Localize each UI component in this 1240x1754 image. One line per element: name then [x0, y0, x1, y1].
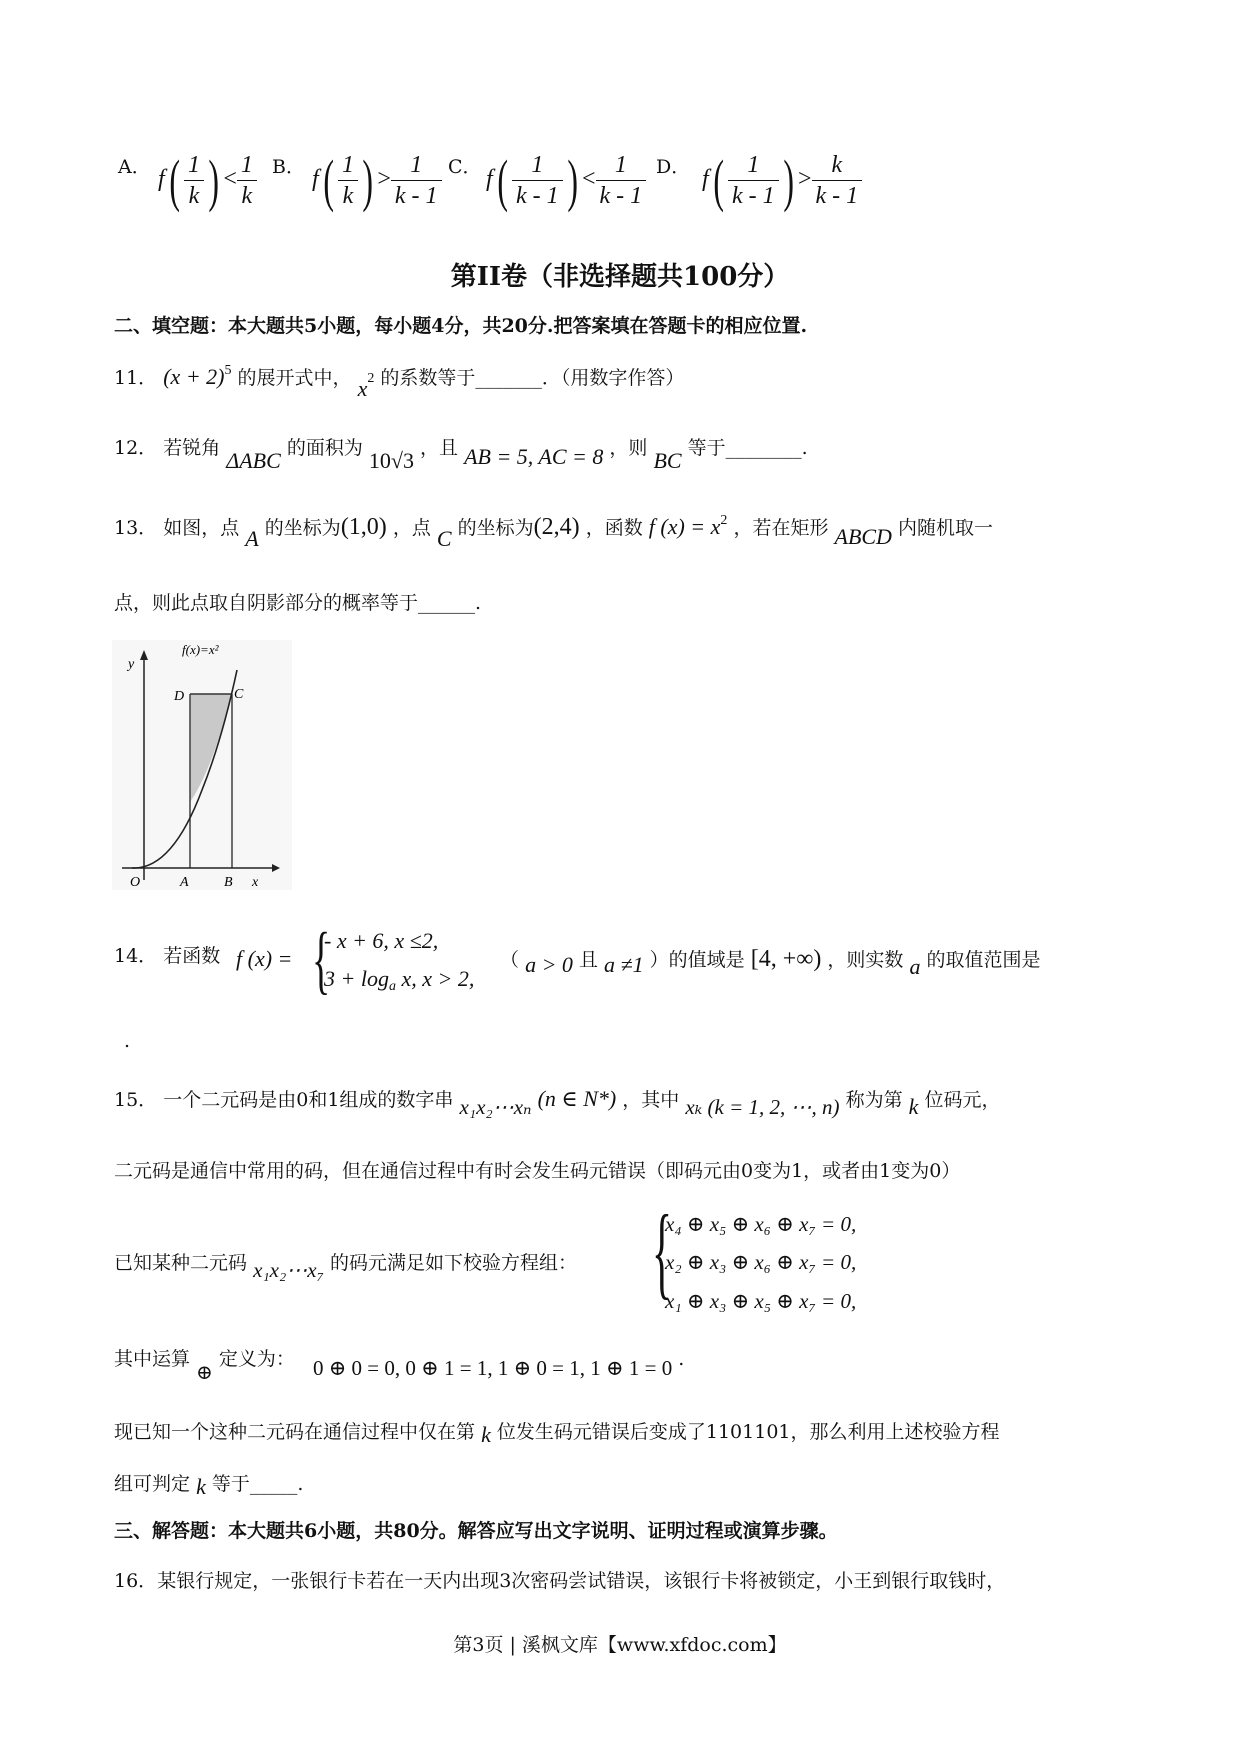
- page-footer: 第3页 | 溪枫文库【www.xfdoc.com】: [453, 1634, 787, 1656]
- text: 内随机取一: [898, 517, 994, 539]
- text: 的坐标为: [457, 517, 534, 539]
- question-number: 15．: [114, 1089, 158, 1111]
- text: 等于________.: [687, 437, 808, 459]
- frac-den: k - 1: [516, 183, 559, 209]
- text: ，函数: [585, 517, 643, 539]
- question-14-start: [114, 945, 220, 968]
- frac-den: k - 1: [732, 183, 775, 209]
- text: 一个二元码是由0和1组成的数字串: [163, 1089, 454, 1111]
- math-expr: 10√3: [368, 448, 414, 473]
- math-expr: 0 ⊕ 0 = 0, 0 ⊕ 1 = 1, 1 ⊕ 0 = 1, 1 ⊕ 1 = 0: [312, 1356, 673, 1380]
- point-c-label: C: [234, 687, 244, 702]
- math-var: A: [245, 526, 259, 551]
- option-b-expr: f( $\frac{1}{k}$ ) > $\frac{1}{k - 1}$: [312, 150, 442, 211]
- frac-num: 1: [184, 150, 204, 181]
- frac-den: k: [188, 183, 200, 209]
- options-row: [118, 147, 1118, 213]
- option-b: [272, 156, 305, 179]
- math-expr: xₖ (k = 1, 2, ⋯, n): [685, 1095, 840, 1119]
- text: 的面积为: [286, 437, 363, 459]
- q14-func: f (x) =: [236, 946, 293, 971]
- math-expr: f (x) = x: [648, 514, 721, 539]
- q15-eq1: x₄ ⊕ x₅ ⊕ x₆ ⊕ x₇ = 0,: [665, 1212, 857, 1236]
- text: ，点: [392, 517, 431, 539]
- math-expr: (n ∈ N*): [537, 1086, 617, 1111]
- frac-den: k - 1: [394, 183, 438, 209]
- point-a-label: A: [180, 875, 189, 890]
- math-var: k: [481, 1422, 491, 1447]
- math-var: C: [436, 526, 452, 551]
- text: 位发生码元错误后变成了1101101，那么利用上述校验方程: [496, 1421, 1000, 1443]
- exponent: 2: [367, 371, 375, 386]
- operator: >: [377, 166, 391, 193]
- question-number: 12．: [114, 437, 158, 459]
- exponent: 5: [224, 363, 232, 378]
- option-c: [448, 156, 482, 179]
- operator: >: [797, 166, 812, 193]
- math-expr: AB = 5, AC = 8: [464, 444, 604, 469]
- text: ）的值域是: [649, 949, 745, 971]
- q14-dot: .: [124, 1030, 131, 1052]
- frac-num: 1: [237, 150, 257, 181]
- text: 已知某种二元码: [114, 1252, 248, 1274]
- question-11: [114, 363, 685, 401]
- x-label: x: [252, 875, 259, 890]
- q15-line3: [114, 1250, 577, 1282]
- math-expr: a ≠1: [604, 952, 644, 977]
- q15-line5: [114, 1418, 1000, 1447]
- q15-line2: 二元码是通信中常用的码，但在通信过程中有时会发生码元错误（即码元由0变为1，或者由1变为0）: [114, 1160, 961, 1182]
- q14-brace: {: [312, 918, 331, 1002]
- func-label: f(x)=x²: [182, 642, 219, 657]
- parabola-figure: [112, 640, 292, 890]
- math-expr: BC: [653, 448, 682, 473]
- option-c-label: C．: [448, 156, 482, 178]
- math-var: k: [196, 1474, 206, 1499]
- q14-case2: [324, 966, 474, 995]
- option-a-label: A．: [118, 156, 151, 178]
- exponent: 2: [720, 513, 728, 528]
- text: 组可判定: [114, 1473, 191, 1495]
- text: 的坐标为: [264, 517, 341, 539]
- option-a-expr: f( $\frac{1}{k}$ ) < $\frac{1}{k}$: [158, 150, 257, 211]
- text: 定义为：: [218, 1348, 295, 1370]
- math-expr: x₁x₂⋯xₙ: [459, 1095, 532, 1119]
- option-c-expr: f( $\frac{1}{k - 1}$ ) < $\frac{1}{k - 1}$: [486, 150, 646, 211]
- q14-case1: - x + 6, x ≤2,: [324, 928, 439, 953]
- math-expr: (2,4): [533, 514, 580, 540]
- text: 的系数等于_______．（用数字作答）: [380, 367, 685, 389]
- frac-num: 1: [338, 150, 358, 181]
- math-op: ⊕: [196, 1362, 213, 1384]
- text: 若函数: [163, 945, 221, 967]
- math-expr: a > 0: [525, 952, 573, 977]
- origin-label: O: [130, 875, 141, 890]
- text: ，其中: [622, 1089, 680, 1111]
- text: 如图，点: [163, 517, 240, 539]
- option-d-expr: f( $\frac{1}{k - 1}$ ) > $\frac{k}{k - 1}$: [702, 150, 862, 211]
- text: 称为第: [845, 1089, 903, 1111]
- section-title: 第II卷（非选择题共100分）: [450, 262, 790, 292]
- frac-num: k: [812, 150, 863, 181]
- math-var: x: [357, 376, 368, 401]
- question-number: 11．: [114, 367, 158, 389]
- math-expr: [4, +∞): [750, 946, 822, 972]
- point-d-label: D: [174, 689, 185, 704]
- math-expr: x₁x₂⋯x₇: [253, 1258, 324, 1282]
- question-12: [114, 434, 808, 473]
- math-expr: (1,0): [340, 514, 387, 540]
- q14-rest: [500, 945, 1041, 979]
- log-base: a: [388, 979, 396, 994]
- solve-header: 三、解答题：本大题共6小题，共80分。解答应写出文字说明、证明过程或演算步骤。: [114, 1520, 838, 1542]
- question-15: [114, 1086, 1001, 1119]
- operator: <: [581, 166, 596, 193]
- text: 的取值范围是: [926, 949, 1041, 971]
- text: 位码元，: [924, 1089, 1001, 1111]
- text: ，若在矩形: [733, 517, 829, 539]
- frac-den: k: [342, 183, 354, 209]
- paren-open: （: [500, 949, 520, 971]
- frac-num: 1: [391, 150, 442, 181]
- question-number: 16．: [114, 1570, 158, 1592]
- log-arg: x, x > 2,: [395, 966, 475, 991]
- q15-eq2: x₂ ⊕ x₃ ⊕ x₆ ⊕ x₇ = 0,: [665, 1250, 857, 1274]
- text: 现已知一个这种二元码在通信过程中仅在第: [114, 1421, 476, 1443]
- text: ，且: [420, 437, 459, 459]
- question-13: [114, 513, 994, 551]
- text: .: [678, 1348, 685, 1370]
- log-text: 3 + log: [324, 966, 389, 991]
- text: 其中运算: [114, 1348, 191, 1370]
- operator: <: [223, 166, 237, 193]
- math-var: a: [909, 954, 921, 979]
- q15-eq3: x₁ ⊕ x₃ ⊕ x₅ ⊕ x₇ = 0,: [665, 1289, 857, 1313]
- question-16: [114, 1570, 1005, 1593]
- question-13-line2: 点，则此点取自阴影部分的概率等于______.: [114, 592, 482, 614]
- text: 若锐角: [163, 437, 221, 459]
- frac-den: k: [241, 183, 253, 209]
- math-expr: ΔABC: [226, 448, 281, 473]
- math-expr: ABCD: [834, 524, 892, 549]
- option-d: [656, 156, 690, 179]
- question-number: 14．: [114, 945, 158, 967]
- frac-den: k - 1: [815, 183, 859, 209]
- text: ，则实数: [827, 949, 904, 971]
- text: ，则: [609, 437, 648, 459]
- text: 的码元满足如下校验方程组：: [329, 1252, 577, 1274]
- q15-line6: [114, 1470, 304, 1499]
- q15-brace: {: [652, 1194, 672, 1309]
- question-number: 13．: [114, 517, 158, 539]
- q15-line4: [114, 1346, 685, 1384]
- option-d-label: D．: [656, 156, 691, 178]
- text: 且: [578, 949, 598, 971]
- point-b-label: B: [224, 875, 233, 890]
- option-b-label: B．: [272, 156, 305, 178]
- frac-num: 1: [728, 150, 779, 181]
- text: 等于_____.: [211, 1473, 304, 1495]
- frac-num: 1: [596, 150, 647, 181]
- frac-den: k - 1: [599, 183, 643, 209]
- text: 某银行规定，一张银行卡若在一天内出现3次密码尝试错误，该银行卡将被锁定，小王到银行取钱时，: [157, 1570, 1006, 1592]
- math-expr: (x + 2): [163, 364, 225, 389]
- fill-header: 二、填空题：本大题共5小题，每小题4分，共20分.把答案填在答题卡的相应位置.: [114, 315, 808, 337]
- frac-num: 1: [512, 150, 563, 181]
- math-var: k: [908, 1094, 919, 1119]
- option-a: [118, 156, 151, 179]
- y-label: y: [128, 657, 135, 672]
- text: 的展开式中，: [237, 367, 352, 389]
